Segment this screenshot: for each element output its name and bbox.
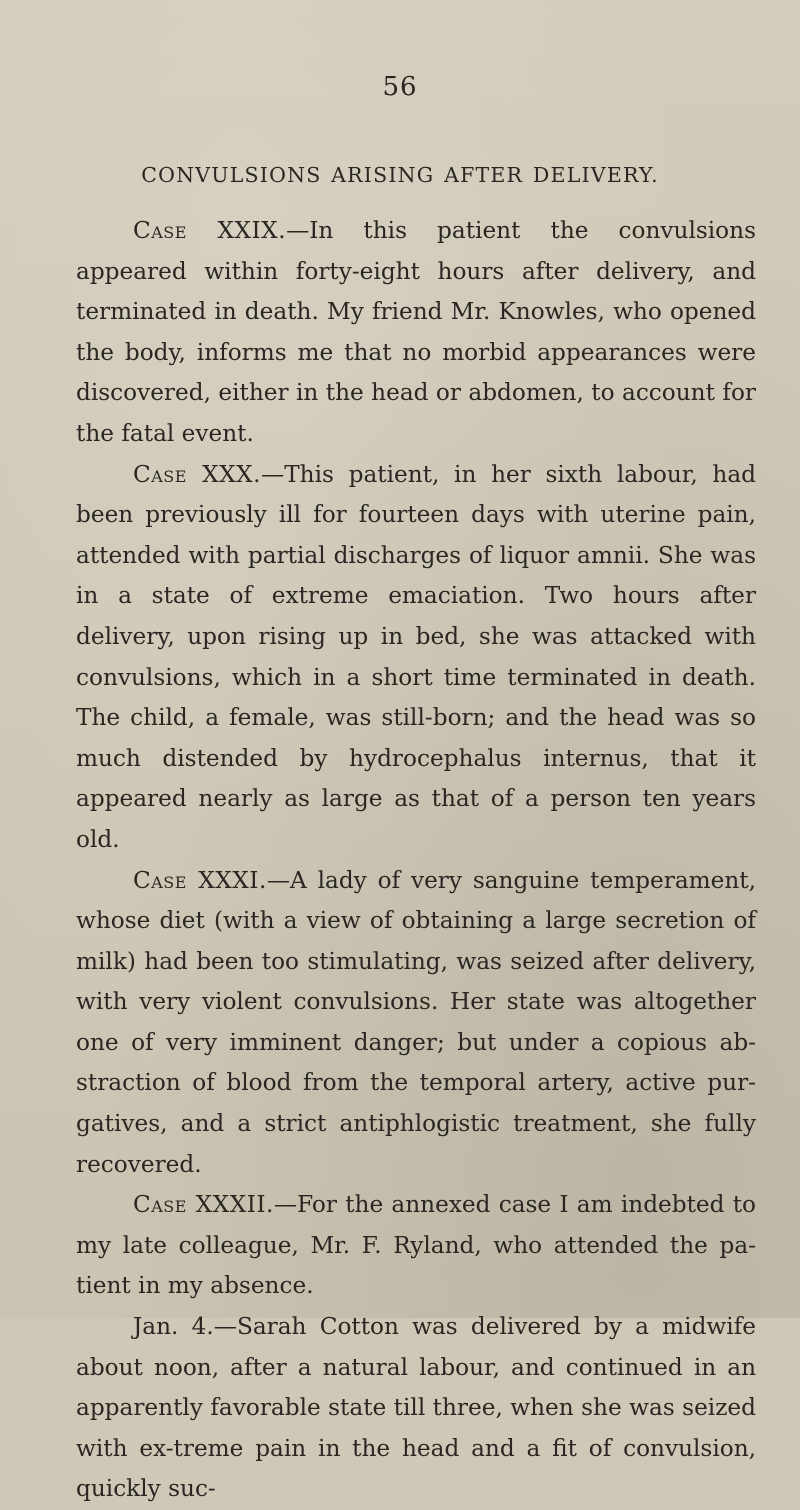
paragraph-case-29 (76, 211, 756, 455)
case-label: Case XXXI. (133, 866, 267, 894)
paragraph-text: Jan. 4.—Sarah Cotton was delivered by a midwife about noon, after a natural labour, and continued in an apparently favorable state till three, when she was seized with ex-treme pain in the head and a fit of convulsion, quickly suc- (76, 1313, 756, 1503)
chapter-heading: CONVULSIONS ARISING AFTER DELIVERY. (141, 163, 659, 187)
paragraph-case-31 (76, 861, 756, 1186)
paragraph-case-30 (76, 455, 756, 861)
case-label: Case XXIX. (133, 217, 287, 244)
case-label: Case XXX. (133, 460, 262, 488)
case-label: Case XXXII. (133, 1191, 274, 1219)
paragraph-text: —A lady of very sanguine temperament, whose diet (with a view of obtaining a large secretion of milk) had been too stimulating, was seized after delivery, with very violent convulsions. Her state was altogether one of very imminent danger; but under a copious ab-straction of blood from the temporal artery, active pur-gatives, and a strict antiphlogistic treatment, she fully recovered. (76, 866, 756, 1178)
paragraph-jan-4 (76, 1307, 756, 1510)
paragraph-text: —This patient, in her sixth labour, had been previously ill for fourteen days with uterine pain, attended with partial discharges of liquor amnii. She was in a state of extreme emaciation. Two hours after delivery, upon rising up in bed, she was attacked with convulsions, which in a short time terminated in death. The child, a female, was still-born; and the head was so much distended by hydrocephalus internus, that it appeared nearly as large as that of a person ten years old. (76, 460, 756, 853)
paragraph-text: —In this patient the convulsions appeared within forty-eight hours after delivery, and terminated in death. My friend Mr. Knowles, who opened the body, informs me that no morbid appearances were discovered, either in the head or abdomen, to account for the fatal event. (76, 217, 756, 447)
body-text (76, 211, 756, 1510)
paragraph-case-32 (76, 1185, 756, 1307)
paragraph-text: —For the annexed case I am indebted to my late colleague, Mr. F. Ryland, who attended the pa-tient in my absence. (76, 1191, 757, 1300)
page-number: 56 (382, 72, 418, 102)
